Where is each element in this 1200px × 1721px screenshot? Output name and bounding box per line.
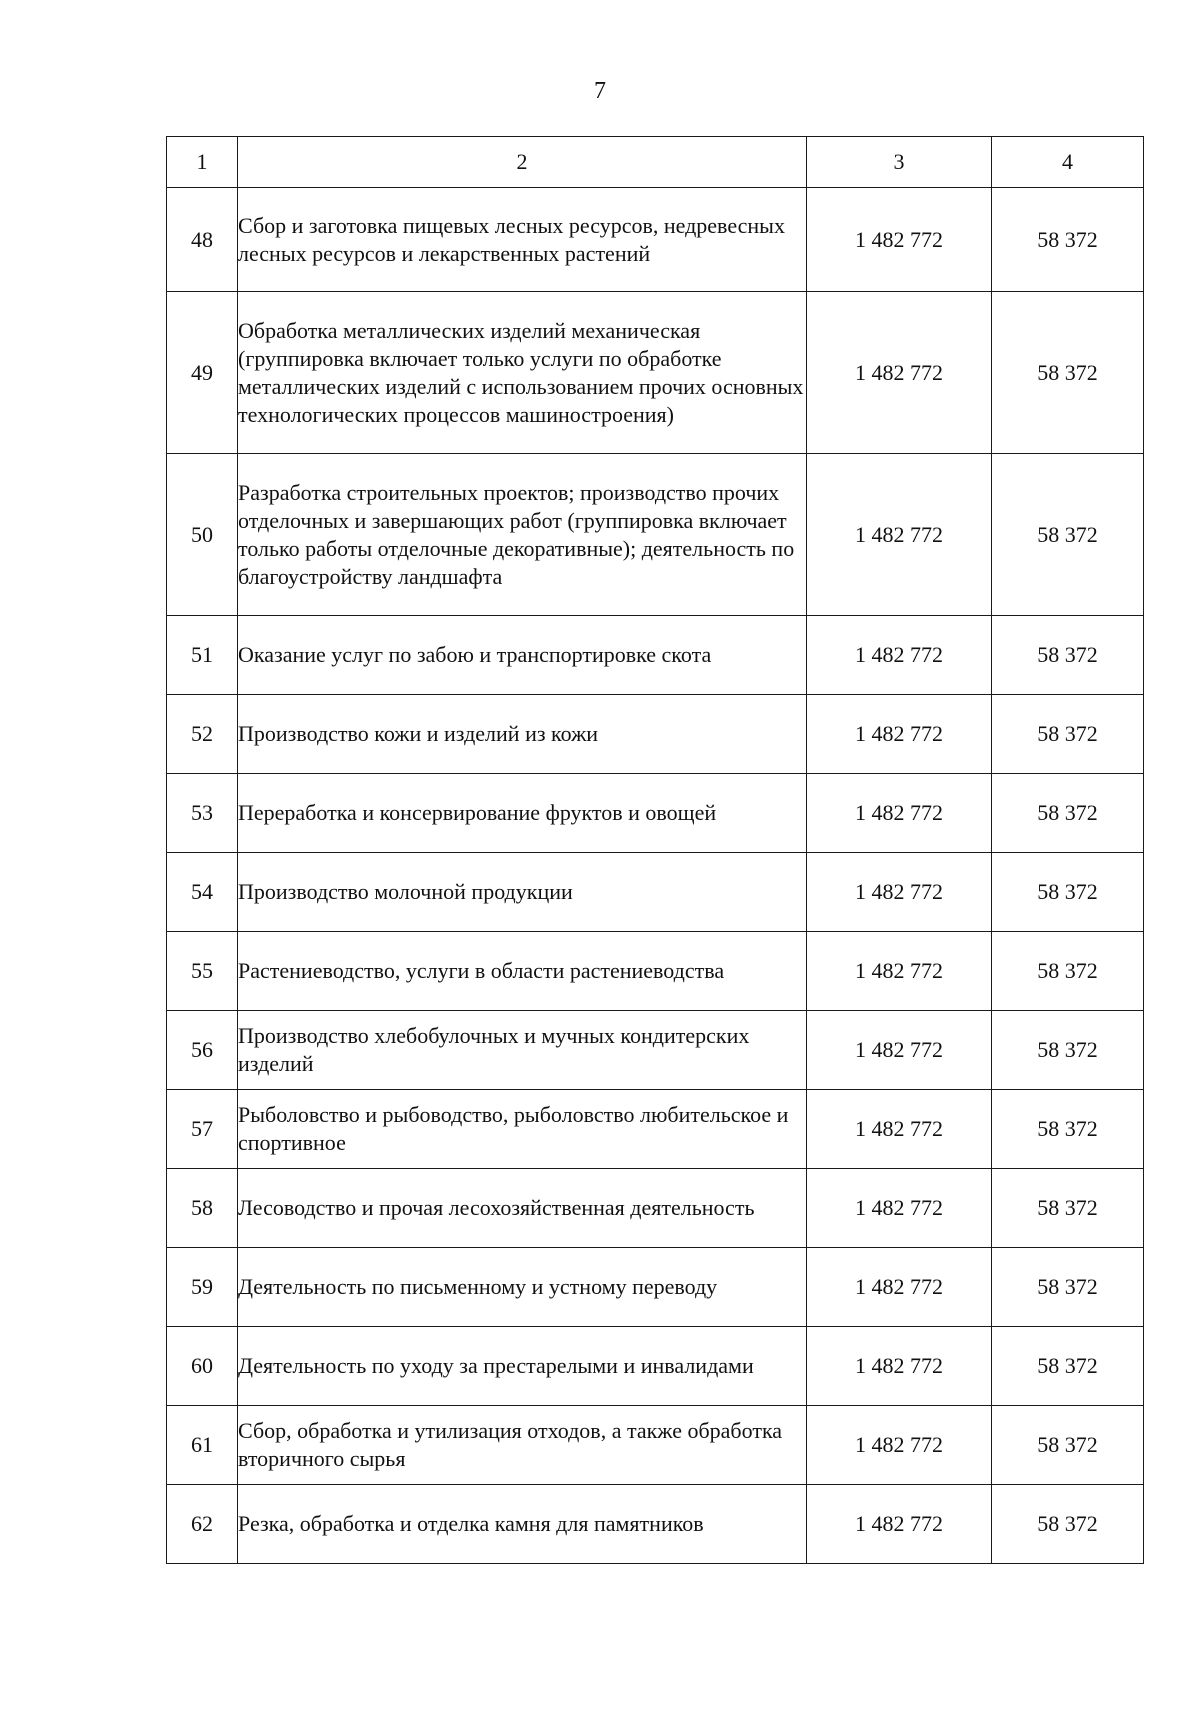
- value-col-3: 1 482 772: [807, 853, 992, 932]
- activity-name: Производство кожи и изделий из кожи: [238, 695, 807, 774]
- table-row: [167, 616, 1144, 695]
- value-col-3: 1 482 772: [807, 1248, 992, 1327]
- row-number: 50: [167, 454, 238, 616]
- value-col-3: 1 482 772: [807, 1090, 992, 1169]
- activity-name: Деятельность по письменному и устному переводу: [238, 1248, 807, 1327]
- header-col-4: 4: [992, 137, 1144, 188]
- value-col-4: 58 372: [992, 853, 1144, 932]
- table-row: [167, 1090, 1144, 1169]
- row-number: 55: [167, 932, 238, 1011]
- activity-name: Лесоводство и прочая лесохозяйственная деятельность: [238, 1169, 807, 1248]
- value-col-4: 58 372: [992, 932, 1144, 1011]
- value-col-3: 1 482 772: [807, 774, 992, 853]
- activity-name: Производство хлебобулочных и мучных кондитерских изделий: [238, 1011, 807, 1090]
- value-col-4: 58 372: [992, 1327, 1144, 1406]
- value-col-4: 58 372: [992, 1090, 1144, 1169]
- row-number: 62: [167, 1485, 238, 1564]
- row-number: 52: [167, 695, 238, 774]
- value-col-3: 1 482 772: [807, 1011, 992, 1090]
- row-number: 60: [167, 1327, 238, 1406]
- value-col-4: 58 372: [992, 292, 1144, 454]
- activity-name: Резка, обработка и отделка камня для памятников: [238, 1485, 807, 1564]
- value-col-3: 1 482 772: [807, 1485, 992, 1564]
- row-number: 59: [167, 1248, 238, 1327]
- value-col-4: 58 372: [992, 454, 1144, 616]
- table-row: [167, 1011, 1144, 1090]
- activity-name: Сбор и заготовка пищевых лесных ресурсов, недревесных лесных ресурсов и лекарственных растений: [238, 188, 807, 292]
- header-col-3: 3: [807, 137, 992, 188]
- row-number: 48: [167, 188, 238, 292]
- value-col-4: 58 372: [992, 1248, 1144, 1327]
- activity-name: Деятельность по уходу за престарелыми и инвалидами: [238, 1327, 807, 1406]
- header-row: [167, 137, 1144, 188]
- value-col-3: 1 482 772: [807, 932, 992, 1011]
- table-row: [167, 932, 1144, 1011]
- header-col-1: 1: [167, 137, 238, 188]
- value-col-3: 1 482 772: [807, 1327, 992, 1406]
- table-row: [167, 853, 1144, 932]
- value-col-4: 58 372: [992, 695, 1144, 774]
- activity-name: Производство молочной продукции: [238, 853, 807, 932]
- value-col-3: 1 482 772: [807, 1169, 992, 1248]
- header-col-2: 2: [238, 137, 807, 188]
- row-number: 58: [167, 1169, 238, 1248]
- value-col-3: 1 482 772: [807, 1406, 992, 1485]
- table-row: [167, 1406, 1144, 1485]
- row-number: 56: [167, 1011, 238, 1090]
- value-col-4: 58 372: [992, 188, 1144, 292]
- value-col-4: 58 372: [992, 774, 1144, 853]
- value-col-3: 1 482 772: [807, 616, 992, 695]
- table-row: [167, 1248, 1144, 1327]
- table-row: [167, 774, 1144, 853]
- row-number: 49: [167, 292, 238, 454]
- table-row: [167, 1485, 1144, 1564]
- value-col-3: 1 482 772: [807, 188, 992, 292]
- table-header: [167, 137, 1144, 188]
- tariff-table: [166, 136, 1144, 1564]
- value-col-3: 1 482 772: [807, 292, 992, 454]
- value-col-3: 1 482 772: [807, 454, 992, 616]
- activity-name: Растениеводство, услуги в области растениеводства: [238, 932, 807, 1011]
- table-row: [167, 695, 1144, 774]
- table-row: [167, 1169, 1144, 1248]
- table-row: [167, 454, 1144, 616]
- table-row: [167, 292, 1144, 454]
- value-col-4: 58 372: [992, 1406, 1144, 1485]
- row-number: 54: [167, 853, 238, 932]
- row-number: 61: [167, 1406, 238, 1485]
- value-col-4: 58 372: [992, 1169, 1144, 1248]
- activity-name: Обработка металлических изделий механическая (группировка включает только услуги по обработке металлических изделий с использованием прочих основных технологических процессов машиностроения): [238, 292, 807, 454]
- row-number: 57: [167, 1090, 238, 1169]
- value-col-4: 58 372: [992, 1011, 1144, 1090]
- table-row: [167, 1327, 1144, 1406]
- activity-name: Сбор, обработка и утилизация отходов, а также обработка вторичного сырья: [238, 1406, 807, 1485]
- row-number: 51: [167, 616, 238, 695]
- value-col-4: 58 372: [992, 1485, 1144, 1564]
- row-number: 53: [167, 774, 238, 853]
- page-number: 7: [594, 78, 606, 104]
- value-col-4: 58 372: [992, 616, 1144, 695]
- value-col-3: 1 482 772: [807, 695, 992, 774]
- activity-name: Разработка строительных проектов; производство прочих отделочных и завершающих работ (группировка включает только работы отделочные декоративные); деятельность по благоустройству ландшафта: [238, 454, 807, 616]
- table-body: [167, 188, 1144, 1564]
- activity-name: Рыболовство и рыбоводство, рыболовство любительское и спортивное: [238, 1090, 807, 1169]
- activity-name: Переработка и консервирование фруктов и овощей: [238, 774, 807, 853]
- table-row: [167, 188, 1144, 292]
- activity-name: Оказание услуг по забою и транспортировке скота: [238, 616, 807, 695]
